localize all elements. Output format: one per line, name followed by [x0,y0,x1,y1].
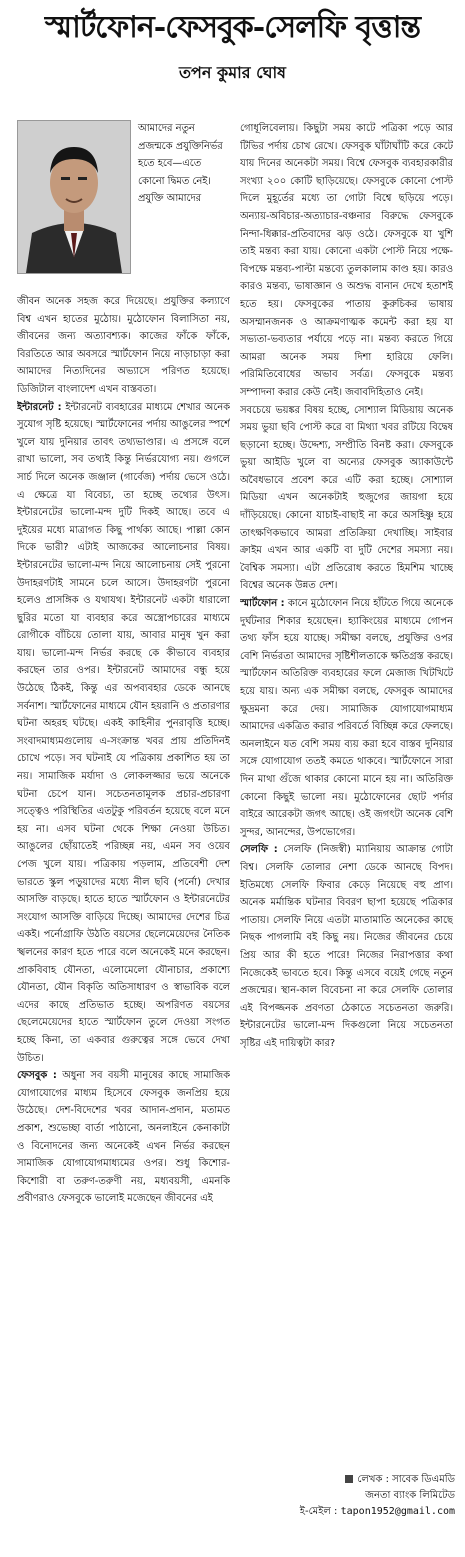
section-text-selfie: সেলফি (নিজস্বী) ম্যানিয়ায় আক্রান্ত গোটা বিশ্ব। সেলফি তোলার নেশা ডেকে আনছে বিপদ। ইতিমধ্যে সেলফি ফিবার কেড়ে নিয়েছে বহু প্রাণ। অনেক মর্মান্তিক ঘটনার বিবরণ ছাপা হয়েছে পত্রিকার পাতায়। সেলফি নিয়ে এতটা মাতামাতি অনেকের কাছে নিছক পাগলামি বই কিছু নয়। নিজের জীবনের চেয়ে প্রিয় আর কী হতে পারে! নিজের নিরাপত্তার কথা নিজেকেই ভাবতে হবে। কিন্তু এসবে বয়েই গেছে নতুন প্রজন্মের। স্থান-কাল বিবেচনা না করে সেলফি তোলার এই বিপজ্জনক প্রবণতা ঠেকাতে সচেতনতা জরুরি। ইন্টারনেটের ভালো-মন্দ দিকগুলো নিয়ে সচেতনতা সৃষ্টির এই দায়িত্বটা কার? [240,844,453,1049]
article-headline: স্মার্টফোন-ফেসবুক-সেলফি বৃত্তান্ত [44,10,421,45]
paragraph-facebook [17,1067,230,1208]
paragraph-smartphone [240,595,453,841]
section-text-facebook: অধুনা সব বয়সী মানুষের কাছে সামাজিক যোগাযোগের মাধ্যম হিসেবে ফেসবুক জনপ্রিয় হয়ে উঠেছে। দেশ-বিদেশের খবর আদান-প্রদান, মতামত প্রকাশ, শুভেচ্ছা বার্তা পাঠানো, অনলাইনে কেনাকাটা ও বিনোদনের জন্য অনেকেই এখন নির্ভর করছেন সামাজিক যোগাযোগমাধ্যমের ওপর। শুধু কিশোর-কিশোরী বা তরুণ-তরুণী নয়, মধ্যবয়সী, এমনকি প্রবীণরাও ফেসবুকে ভালোই মজেছেন জীবনের এই [17,1070,230,1205]
author-photo [17,120,131,274]
writer-label: লেখক : সাবেক ডিএমডি [357,1474,455,1485]
section-heading-internet: ইন্টারনেট : [17,401,62,413]
article-intro: আমাদের নতুন প্রজন্মকে প্রযুক্তিনির্ভর হতে হবে—এতে কোনো দ্বিমত নেই। প্রযুক্তি আমাদের [138,123,223,205]
writer-organization: জনতা ব্যাংক লিমিটেড [365,1490,455,1501]
paragraph-internet [17,399,230,1068]
article-column-left [17,293,230,1553]
section-text-smartphone: কানে মুঠোফোন নিয়ে হাঁটতে গিয়ে অনেকে দুর্ঘটনার শিকার হয়েছেন। হ্যাকিংয়ের মাধ্যমে গোপন তথ্য ফাঁস হয়ে যাচ্ছে। সমীক্ষা বলছে, প্রযুক্তির ওপর বেশি নির্ভরতা আমাদের সৃষ্টিশীলতাকে ক্ষতিগ্রস্ত করছে। স্মার্টফোন অতিরিক্ত ব্যবহারের ফলে মেজাজ খিটখিটে হয়ে যায়। অন্য এক সমীক্ষা বলছে, ফেসবুক আমাদের ক্ষুদ্রমনা করে দেয়। সামাজিক যোগাযোগমাধ্যম আমাদের একত্রিত করার পরিবর্তে বিচ্ছিন্ন করে ফেলছে। অনলাইনে যত বেশি সময় ব্যয় করা হবে বাস্তব দুনিয়ার সঙ্গে যোগাযোগ ততই কমতে থাকবে। স্মার্টফোনে সারা দিন মাথা গুঁজে থাকার কোনো মানে হয় না। অতিরিক্ত কোনো কিছুই ভালো নয়। মুঠোফোনের ছোট পর্দার বাইরে আরেকটা জগৎ আছে। ওই জগৎটা অনেক বেশি সুন্দর, আনন্দের, উপভোগের। [240,598,453,838]
paragraph: জীবন অনেক সহজ করে দিয়েছে। প্রযুক্তির কল্যাণে বিশ্ব এখন হাতের মুঠোয়। মুঠোফোন বিলাসিতা নয়, জীবনের জন্য অত্যাবশ্যক। কাজের ফাঁকে ফাঁকে, বিরতিতে আর অবসরে স্মার্টফোন নিয়ে নাড়াচাড়া করা আমাদের নিত্যদিনের অভ্যাসে পরিণত হয়েছে। ডিজিটাল বাংলাদেশ এখন বাস্তবতা। [17,296,230,395]
section-heading-selfie: সেলফি : [240,844,278,856]
section-heading-smartphone: স্মার্টফোন : [240,598,285,610]
bullet-square-icon [345,1475,353,1483]
author-byline: তপন কুমার ঘোষ [179,63,286,82]
section-text-internet: ইন্টারনেট ব্যবহারের মাধ্যমে শেখার অনেক সুযোগ সৃষ্টি হয়েছে। স্মার্টফোনের পর্দায় আঙুলের স্পর্শে খুলে যায় দুনিয়ার তাবৎ তথ্যভাণ্ডার। এ প্রসঙ্গে বলে রাখা ভালো, সব তথ্যই কিন্তু নির্ভরযোগ্য নয়। গুগলে সার্চ দিলে অনেক জঞ্জাল (গার্বেজ) পর্দায় ভেসে ওঠে। এ ক্ষেত্রে যা বিবেচ্য, তা হচ্ছে তথ্যের উৎস। ইন্টারনেটের ভালো-মন্দ দুটি দিকই আছে। তবে এ দুইয়ের মধ্যে মাত্রাগত কিছু পার্থক্য আছে। পাল্লা কোন দিকে ভারী? এটাই আজকের আলোচনার বিষয়। ইন্টারনেটের ভালো-মন্দ নিয়ে আলোচনায় সেই পুরনো উদাহরণটাই সামনে চলে আসে। উদাহরণটা পুরনো হলেও প্রাসঙ্গিক ও যথাযথ। ইন্টারনেট একটা ধারালো ছুরির মতো যা ব্যবহার করে অস্ত্রোপচারের মাধ্যমে রোগীকে বাঁচিয়ে তোলা যায়, আবার মানুষ খুন করা যায়। ভালো-মন্দ নির্ভর করছে কে কীভাবে ব্যবহার করছেন তার ওপর। ইন্টারনেট আমাদের বন্ধু হয়ে উঠেছে ঠিকই, কিন্তু এর অপব্যবহার ডেকে আনছে সর্বনাশ। স্মার্টফোনের মাধ্যমে যৌন হয়রানি ও প্রতারণার ঘটনা অহরহ ঘটছে। একই কাহিনীর পুনরাবৃত্তি হচ্ছে। সংবাদমাধ্যমগুলোয় এ-সংক্রান্ত খবর প্রায় প্রতিদিনই চোখে পড়ে। সব ঘটনাই যে পত্রিকায় প্রকাশিত হয় তা নয়। সামাজিক মর্যাদা ও লোকলজ্জার ভয়ে অনেকে ঘটনা চেপে যান। সচেতনতামূলক প্রচার-প্রচারণা সত্ত্বেও পরিস্থিতির এতটুকু পরিবর্তন হয়েছে বলে মনে হয় না। এসব ঘটনা থেকে শিক্ষা নেওয়া উচিত। আঙুলের ছোঁয়াতেই পরিচ্ছন্ন নয়, এমন সব ওয়েব পেজ খুলে যায়। পত্রিকায় পড়লাম, প্রতিবেশী দেশ ভারতে স্কুল পড়ুয়াদের মধ্যে নীল ছবি (পর্নো) দেখার আসক্তি বাড়ছে। হাতে হাতে স্মার্টফোন ও ইন্টারনেটের সংযোগ আসক্তি বাড়িয়ে দিচ্ছে। আমাদের দেশের চিত্র একই। পর্নোগ্রাফি উঠতি বয়সের ছেলেমেয়েদের নৈতিক স্খলনের কারণ হতে পারে বলে অনেকেই মনে করছেন। প্রাকবিবাহ যৌনতা, এলোমেলো যৌনাচার, প্রকাশ্যে যৌনতা, যৌন বিকৃতি অতিসাধারণ ও স্বাভাবিক বলে এদের কাছে প্রতিভাত হচ্ছে। অপরিণত বয়সের ছেলেমেয়েদের হাতে স্মার্টফোন তুলে দেওয়া সংগত হচ্ছে কিনা, তা একবার গুরুত্বের সঙ্গে ভেবে দেখা উচিত। [17,401,230,1064]
email-label: ই-মেইল : [299,1506,338,1517]
section-heading-facebook: ফেসবুক : [17,1070,57,1082]
article-column-right [240,120,453,1450]
paragraph: গোধূলিবেলায়। কিছুটা সময় কাটে পত্রিকা পড়ে আর টিভির পর্দায় চোখ রেখে। ফেসবুক ঘাঁটাঘাঁটি করে কেটে যায় দিনের অনেকটা সময়। বিশ্বে ফেসবুক ব্যবহারকারীর সংখ্যা ২০০ কোটি ছাড়িয়েছে। ফেসবুকে কোনো পোস্ট দিলে মুহূর্তের মধ্যে তা গোটা বিশ্বে ছড়িয়ে পড়ে। অন্যায়-অবিচার-অত্যাচার-বঞ্চনার বিরুদ্ধে ফেসবুকে নিন্দা-ধিক্কার-প্রতিবাদের ঝড় ওঠে। ফেসবুকে যা খুশি তাই মন্তব্য করা যায়। কোনো একটা পোস্ট নিয়ে পক্ষে-বিপক্ষে মন্তব্য-পাল্টা মন্তব্যে তুলকালাম কাণ্ড হয়। কারও কারও মন্তব্য, ভাষাজ্ঞান ও অশুদ্ধ বানান দেখে হতাশই হতে হয়। ফেসবুকের পাতায় কুরুচিকর ভাষায় অসম্মানজনক ও আক্রমণাত্মক কমেন্ট করা হয় যা সভ্যতা-ভব্যতার পর্যায়ে পড়ে না। মন্তব্য করতে গিয়ে আমরা অনেক সময় দিশা হারিয়ে ফেলি। পরিমিতিবোধের অভাব সর্বত্র। ফেসবুকে মন্তব্য সম্পাদনা করার কেউ নেই। জবাবদিহিতাও নেই। [240,123,453,398]
email-address: tapon1952@gmail.com [340,1506,455,1517]
paragraph: সবচেয়ে ভয়ঙ্কর বিষয় হচ্ছে, সোশ্যাল মিডিয়ায় অনেক সময় ভুয়া ছবি পোস্ট করে বা মিথ্যা খবর রটিয়ে বিদ্বেষ ছড়ানো হচ্ছে। উদ্দেশ্য, সম্প্রীতি বিনষ্ট করা। ফেসবুকে ভুয়া আইডি খুলে বা অন্যের ফেসবুক অ্যাকাউন্টে অবৈধভাবে প্রবেশ করে এটি করা হচ্ছে। সোশ্যাল মিডিয়া এখন অনেকটাই হুজুগের জায়গা হয়ে দাঁড়িয়েছে। কোনো যাচাই-বাছাই না করে অসহিষ্ণু হয়ে তাৎক্ষণিকভাবে আমরা প্রতিক্রিয়া দেখাচ্ছি। সাইবার ক্রাইম এখন আর একটি বা দুটি দেশের সমস্যা নয়। বৈশ্বিক সমস্যা। এটা প্রতিরোধ করতে হিমশিম খাচ্ছে বিশ্বের অনেক উন্নত দেশ। [240,404,453,592]
author-credit [240,1472,455,1520]
paragraph-selfie [240,841,453,1052]
